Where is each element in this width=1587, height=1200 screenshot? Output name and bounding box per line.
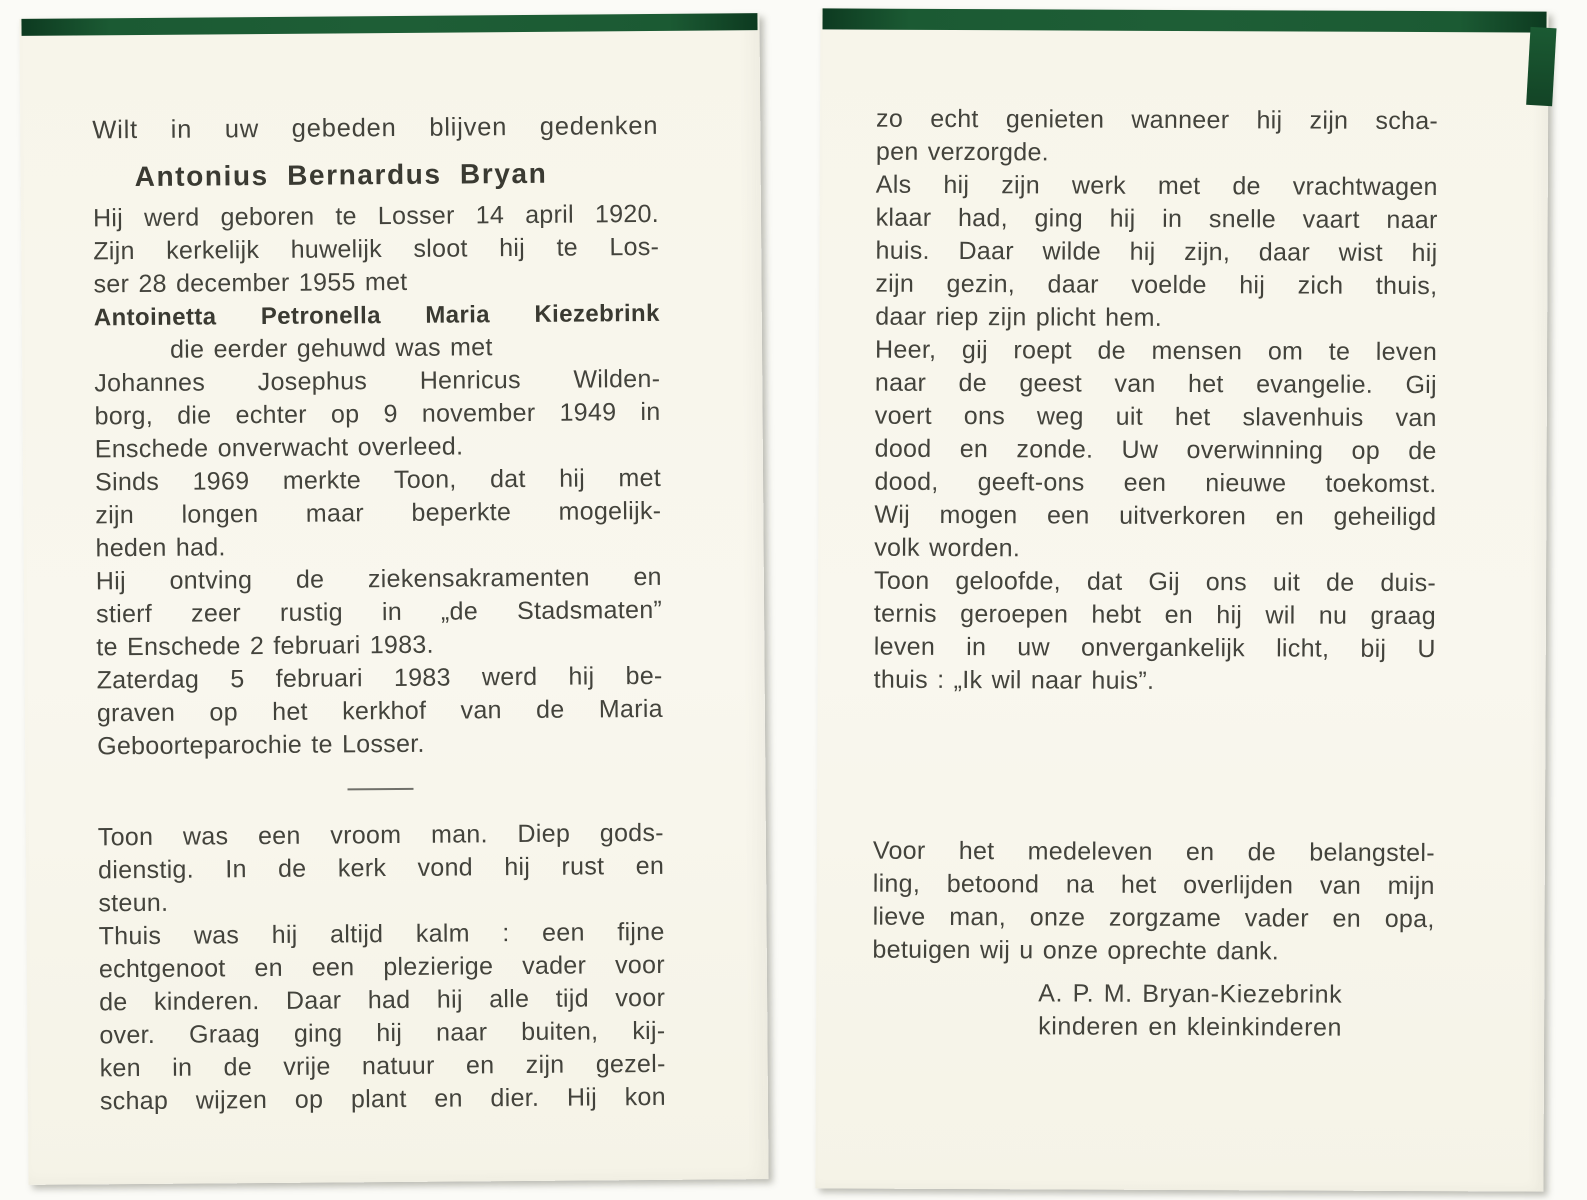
text-line: dienstig. In de kerk vond hij rust en: [98, 851, 665, 885]
text-line: heden had.: [95, 533, 226, 563]
text-line: borg, die echter op 9 november 1949 in: [94, 397, 661, 431]
text-line: graven op het kerkhof van de Maria: [96, 694, 663, 728]
opening-line: [92, 110, 658, 147]
green-cover-strip-left: [21, 13, 757, 36]
right-page-text: [872, 103, 1438, 1045]
paragraph-prayer: [874, 334, 1437, 567]
green-cover-edge-right: [1526, 27, 1556, 106]
text-line: Zaterdag 5 februari 1983 werd hij be-: [96, 661, 663, 695]
text-line: zijn longen maar beperkte mogelijk-: [95, 496, 662, 530]
text-line: kinderen en kleinkinderen: [1038, 1012, 1343, 1042]
text-line: Antoinetta Petronella Maria Kiezebrink: [93, 299, 660, 332]
text-line: dood, geeft-ons een nieuwe toekomst.: [874, 467, 1437, 499]
text-line: Als hij zijn werk met de vrachtwagen: [875, 170, 1438, 202]
text-line: Wilt in uw gebeden blijven gedenken: [92, 111, 659, 145]
spouse-name: [94, 297, 660, 334]
memorial-card-left-page: [19, 13, 768, 1185]
text-line: volk worden.: [874, 533, 1021, 563]
text-line: Toon was een vroom man. Diep gods-: [97, 818, 664, 852]
paragraph-earlier-marriage: [94, 363, 661, 466]
text-line: Toon geloofde, dat Gij ons uit de duis-: [874, 566, 1437, 598]
blank-gap: [873, 697, 1436, 837]
paragraph-illness: [95, 462, 662, 565]
deceased-name: [93, 156, 659, 193]
text-line: betuigen wij u onze oprechte dank.: [872, 935, 1280, 966]
text-line: Hij werd geboren te Losser 14 april 1920.: [92, 199, 660, 233]
signature-block: [872, 977, 1434, 1045]
text-line: ling, betoond na het overlijden van mijn: [872, 869, 1435, 901]
paragraph-thanks: [872, 835, 1435, 969]
text-line: naar de geest van het evangelie. Gij: [874, 368, 1438, 400]
paragraph-work-truck: [875, 169, 1438, 336]
left-page-text: [92, 110, 666, 1118]
text-line: Johannes Josephus Henricus Wilden-: [94, 364, 661, 398]
text-line: Voor het medeleven en de belangstel-: [872, 836, 1435, 868]
paragraph-death: [96, 561, 663, 664]
text-line: voert ons weg uit het slavenhuis van: [874, 401, 1437, 433]
text-line: stierf zeer rustig in „de Stadsmaten”: [96, 595, 663, 629]
text-line: lieve man, onze zorgzame vader en opa,: [872, 902, 1435, 934]
paragraph-pious-man: [98, 817, 665, 920]
memorial-card-right-page: [815, 8, 1548, 1191]
paragraph-sheep: [876, 103, 1438, 171]
text-line: te Enschede 2 februari 1983.: [96, 630, 434, 662]
section-divider: [347, 788, 413, 791]
paragraph-birth-marriage: [93, 198, 660, 301]
text-line: ser 28 december 1955 met: [93, 267, 408, 299]
text-line: schap wijzen op plant en dier. Hij kon: [99, 1082, 667, 1116]
text-line: Zijn kerkelijk huwelijk sloot hij te Los-: [93, 232, 660, 266]
green-cover-strip-right: [822, 8, 1546, 32]
text-line: over. Graag ging hij naar buiten, kij-: [99, 1016, 666, 1050]
text-line: Enschede onverwacht overleed.: [94, 432, 464, 464]
text-line: Geboorteparochie te Losser.: [97, 729, 425, 761]
text-line: ternis geroepen hebt en hij wil nu graag: [873, 599, 1436, 631]
text-line: Sinds 1969 merkte Toon, dat hij met: [94, 463, 662, 497]
paragraph-burial: [97, 660, 664, 763]
text-line: zo echt genieten wanneer hij zijn scha-: [876, 104, 1439, 136]
text-line: A. P. M. Bryan-Kiezebrink: [1038, 979, 1343, 1009]
text-line: Hij ontving de ziekensakramenten en: [95, 562, 662, 596]
text-line: leven in uw onvergankelijk licht, bij U: [873, 632, 1436, 664]
paragraph-faith: [874, 565, 1437, 699]
text-line: ken in de vrije natuur en zijn gezel-: [99, 1049, 666, 1083]
text-line: Thuis was hij altijd kalm : een fijne: [98, 917, 665, 951]
text-line: zijn gezin, daar voelde hij zich thuis,: [875, 269, 1438, 301]
text-line: steun.: [98, 888, 169, 918]
text-line: Antonius Bernardus Bryan: [134, 157, 548, 193]
paragraph-earlier-marriage-lead: [94, 330, 660, 367]
text-line: klaar had, ging hij in snelle vaart naar: [875, 203, 1438, 235]
text-line: echtgenoot en een plezierige vader voor: [98, 950, 665, 984]
text-line: die eerder gehuwd was met: [169, 333, 493, 364]
text-line: huis. Daar wilde hij zijn, daar wist hij: [875, 236, 1438, 268]
text-line: Heer, gij roept de mensen om te leven: [875, 335, 1438, 367]
text-line: thuis : „Ik wil naar huis”.: [873, 665, 1155, 695]
paragraph-home-life: [99, 916, 667, 1118]
text-line: de kinderen. Daar had hij alle tijd voor: [99, 983, 666, 1017]
text-line: Wij mogen een uitverkoren en geheiligd: [874, 500, 1437, 532]
text-line: pen verzorgde.: [875, 137, 1049, 167]
text-line: daar riep zijn plicht hem.: [875, 302, 1163, 332]
text-line: dood en zonde. Uw overwinning op de: [874, 434, 1437, 466]
